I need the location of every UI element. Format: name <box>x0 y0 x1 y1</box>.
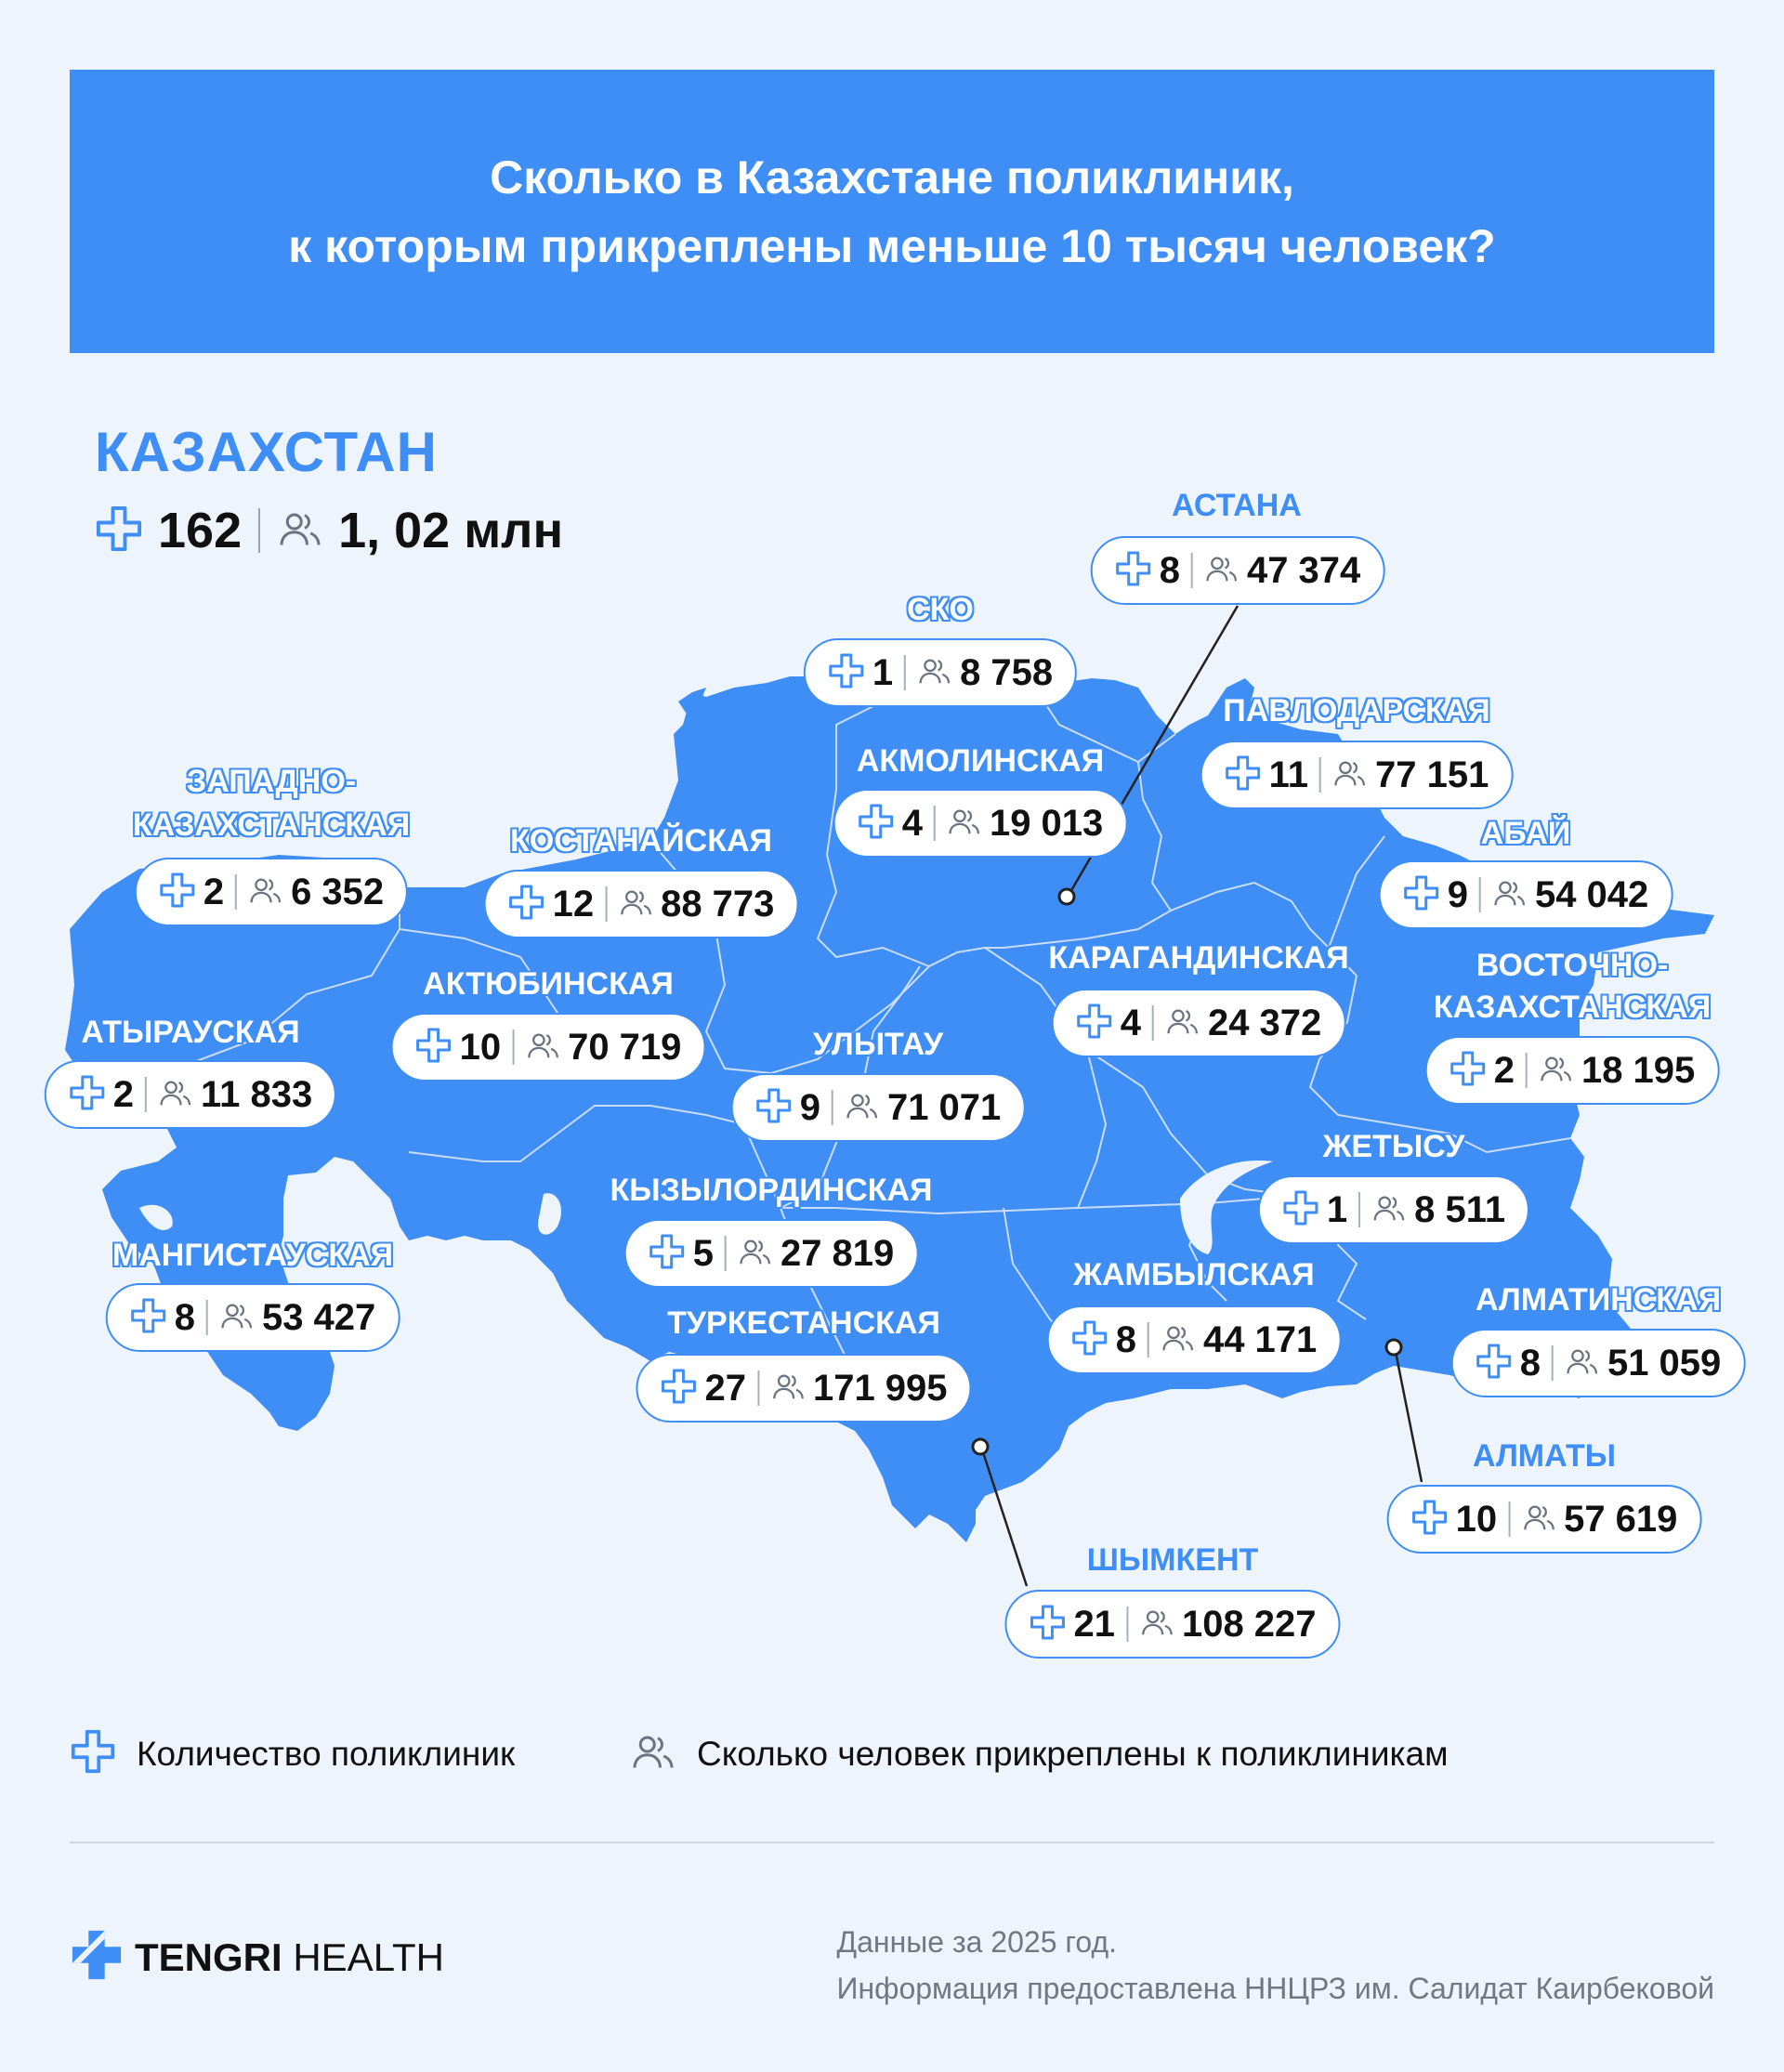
people-count: 19 013 <box>989 802 1104 844</box>
people-icon <box>845 1088 880 1128</box>
source-line2: Информация предоставлена ННЦРЗ им. Салидат Каирбековой <box>836 1972 1714 2005</box>
people-icon <box>158 1075 193 1115</box>
plus-cross-icon <box>660 1368 697 1410</box>
tengri-health-logo <box>70 1928 444 1987</box>
people-count: 108 227 <box>1181 1603 1317 1645</box>
people-icon <box>738 1234 773 1274</box>
people-icon <box>525 1028 560 1068</box>
astana-marker <box>1059 889 1074 904</box>
region-stats-kyzylorda <box>624 1219 919 1288</box>
people-icon <box>219 1298 255 1338</box>
clinic-count: 1 <box>872 651 894 693</box>
people-count: 8 758 <box>960 651 1054 693</box>
region-stats-aktobe <box>391 1013 706 1082</box>
people-count: 71 071 <box>886 1086 1002 1128</box>
region-label-sko: СКО <box>907 592 974 627</box>
divider <box>1479 877 1481 912</box>
plus-cross-icon <box>1476 1343 1513 1384</box>
clinic-count: 10 <box>1455 1498 1498 1540</box>
header-title-line2: к которым прикреплены меньше 10 тысяч человек? <box>288 219 1496 272</box>
region-stats-zhetisu <box>1258 1175 1529 1244</box>
people-count: 44 171 <box>1202 1318 1318 1360</box>
people-icon <box>917 653 952 693</box>
country-clinics: 162 <box>158 503 243 558</box>
plus-cross-icon <box>649 1233 686 1275</box>
divider <box>904 655 906 690</box>
region-label-aktobe: АКТЮБИНСКАЯ <box>423 966 674 1002</box>
plus-cross-icon <box>858 803 895 845</box>
people-count: 53 427 <box>261 1296 376 1338</box>
region-stats-abay <box>1379 860 1673 929</box>
plus-cross-icon <box>1029 1604 1066 1646</box>
people-count: 8 511 <box>1414 1188 1506 1230</box>
people-count: 77 151 <box>1374 754 1489 795</box>
region-stats-shymkent <box>1004 1590 1340 1659</box>
region-label-kyzylorda: КЫЗЫЛОРДИНСКАЯ <box>610 1173 933 1208</box>
header-title-line1: Сколько в Казахстане поликлиник, <box>490 151 1294 203</box>
people-count: 6 352 <box>291 871 385 912</box>
people-count: 51 059 <box>1607 1342 1722 1384</box>
divider <box>605 886 607 922</box>
clinic-count: 8 <box>1159 549 1180 591</box>
plus-cross-icon <box>755 1087 793 1129</box>
region-stats-almaty-obl <box>1451 1329 1746 1397</box>
divider <box>1126 1606 1128 1642</box>
people-icon <box>1565 1344 1600 1384</box>
clinic-count: 4 <box>1120 1002 1141 1043</box>
region-stats-kostanay <box>484 870 799 938</box>
people-count: 171 995 <box>812 1367 948 1409</box>
people-icon <box>947 804 982 844</box>
people-count: 11 833 <box>201 1073 313 1115</box>
people-icon <box>1204 551 1240 591</box>
region-label-karaganda: КАРАГАНДИНСКАЯ <box>1048 940 1349 976</box>
logo-text: TENGRI HEALTH <box>135 1934 444 1979</box>
divider <box>1191 553 1193 588</box>
clinic-count: 2 <box>112 1073 135 1115</box>
clinic-count: 4 <box>901 802 923 844</box>
people-count: 54 042 <box>1534 873 1649 915</box>
divider <box>1152 1005 1154 1041</box>
region-label-zko-line1: ЗАПАДНО- <box>186 764 357 799</box>
region-label-vko-line1: ВОСТОЧНО- <box>1476 948 1669 983</box>
plus-cross-icon <box>1115 550 1152 592</box>
clinic-count: 8 <box>174 1296 195 1338</box>
plus-cross-icon <box>130 1297 167 1339</box>
legend-clinics <box>70 1728 515 1779</box>
region-stats-pavlodar <box>1200 741 1514 809</box>
plus-cross-icon <box>69 1074 106 1116</box>
divider <box>206 1300 208 1335</box>
clinic-count: 9 <box>1447 873 1468 915</box>
people-icon <box>618 885 653 925</box>
divider <box>145 1077 147 1112</box>
people-count: 24 372 <box>1207 1002 1322 1043</box>
region-label-almaty-obl: АЛМАТИНСКАЯ <box>1475 1282 1722 1318</box>
region-stats-sko <box>804 638 1077 707</box>
shymkent-marker <box>973 1439 988 1454</box>
divider <box>512 1029 514 1065</box>
region-stats-vko <box>1425 1036 1720 1105</box>
people-icon <box>1492 875 1528 915</box>
people-icon <box>770 1369 806 1409</box>
region-label-kostanay: КОСТАНАЙСКАЯ <box>510 823 772 859</box>
region-stats-zko <box>135 858 408 926</box>
people-icon <box>1165 1003 1200 1043</box>
clinic-count: 11 <box>1268 754 1308 795</box>
footer-divider <box>70 1842 1714 1843</box>
people-count: 57 619 <box>1564 1498 1678 1540</box>
plus-cross-icon <box>159 872 196 913</box>
people-count: 70 719 <box>568 1026 682 1068</box>
divider <box>235 874 237 910</box>
plus-cross-icon <box>70 1728 116 1779</box>
region-stats-astana <box>1091 536 1385 605</box>
divider <box>1552 1345 1554 1381</box>
region-label-vko-line2: КАЗАХСТАНСКАЯ <box>1433 990 1712 1025</box>
clinic-count: 27 <box>704 1367 746 1409</box>
plus-cross-icon <box>1403 874 1440 916</box>
plus-cross-icon <box>1411 1499 1449 1541</box>
plus-cross-icon <box>828 652 865 694</box>
people-icon <box>1161 1320 1196 1360</box>
people-count: 88 773 <box>661 883 775 925</box>
region-label-astana: АСТАНА <box>1172 488 1302 523</box>
region-stats-mangystau <box>106 1283 400 1352</box>
clinic-count: 9 <box>799 1086 820 1128</box>
plus-cross-icon <box>1225 754 1262 796</box>
region-label-ulytau: УЛЫТАУ <box>812 1027 944 1062</box>
people-icon <box>248 872 283 912</box>
divider <box>1526 1053 1528 1088</box>
clinic-count: 2 <box>203 871 225 912</box>
logo-cross-icon <box>70 1928 124 1987</box>
people-icon <box>1539 1051 1574 1091</box>
region-stats-akmola <box>833 789 1128 858</box>
people-icon <box>1371 1190 1407 1230</box>
region-label-abay: АБАЙ <box>1480 816 1571 851</box>
region-label-shymkent: ШЫМКЕНТ <box>1086 1542 1259 1578</box>
people-icon <box>1521 1500 1556 1540</box>
clinic-count: 2 <box>1493 1049 1515 1091</box>
clinic-count: 21 <box>1073 1603 1115 1645</box>
clinic-count: 5 <box>692 1232 714 1274</box>
divider <box>757 1370 759 1406</box>
region-label-mangystau: МАНГИСТАУСКАЯ <box>112 1238 394 1273</box>
clinic-count: 8 <box>1519 1342 1541 1384</box>
plus-cross-icon <box>1282 1189 1319 1231</box>
source-line1: Данные за 2025 год. <box>836 1925 1117 1959</box>
plus-cross-icon <box>1076 1003 1113 1044</box>
people-icon <box>1139 1605 1174 1645</box>
people-count: 47 374 <box>1246 549 1361 591</box>
source-note <box>836 1919 1714 2012</box>
plus-cross-icon <box>1071 1319 1108 1361</box>
people-icon <box>1332 755 1368 795</box>
clinic-count: 1 <box>1326 1188 1348 1230</box>
divider <box>725 1236 727 1271</box>
divider <box>1148 1322 1149 1357</box>
plus-cross-icon <box>415 1027 453 1069</box>
region-label-atyrau: АТЫРАУСКАЯ <box>81 1015 300 1050</box>
people-count: 18 195 <box>1581 1049 1696 1091</box>
legend-people <box>630 1728 1449 1779</box>
plus-cross-icon <box>508 884 545 925</box>
divider <box>1508 1502 1510 1537</box>
divider <box>1358 1192 1360 1227</box>
people-count: 27 819 <box>780 1232 895 1274</box>
region-label-zhambyl: ЖАМБЫЛСКАЯ <box>1073 1257 1315 1292</box>
region-label-zhetisu: ЖЕТЫСУ <box>1322 1129 1465 1164</box>
country-name: КАЗАХСТАН <box>95 421 438 483</box>
legend-people-label: Сколько человек прикреплены к поликлиникам <box>697 1734 1449 1773</box>
region-label-turkestan: ТУРКЕСТАНСКАЯ <box>667 1305 940 1341</box>
divider <box>1319 757 1321 793</box>
clinic-count: 12 <box>552 883 595 925</box>
clinic-count: 8 <box>1115 1318 1136 1360</box>
clinic-count: 10 <box>459 1026 502 1068</box>
divider <box>832 1090 833 1125</box>
country-people: 1, 02 млн <box>338 503 564 558</box>
region-stats-zhambyl <box>1047 1305 1342 1374</box>
divider <box>934 806 936 841</box>
region-label-pavlodar: ПАВЛОДАРСКАЯ <box>1223 693 1490 728</box>
region-label-almaty: АЛМАТЫ <box>1472 1438 1617 1474</box>
plus-cross-icon <box>1450 1050 1487 1092</box>
legend-clinics-label: Количество поликлиник <box>137 1734 516 1773</box>
region-stats-almaty <box>1387 1485 1702 1554</box>
region-stats-turkestan <box>636 1354 971 1423</box>
people-icon <box>630 1728 676 1779</box>
almaty-marker <box>1386 1340 1401 1355</box>
region-stats-atyrau <box>45 1060 336 1129</box>
region-stats-karaganda <box>1052 989 1346 1057</box>
region-stats-ulytau <box>731 1073 1026 1142</box>
region-label-zko-line2: КАЗАХСТАНСКАЯ <box>132 807 411 843</box>
region-label-akmola: АКМОЛИНСКАЯ <box>856 743 1105 779</box>
